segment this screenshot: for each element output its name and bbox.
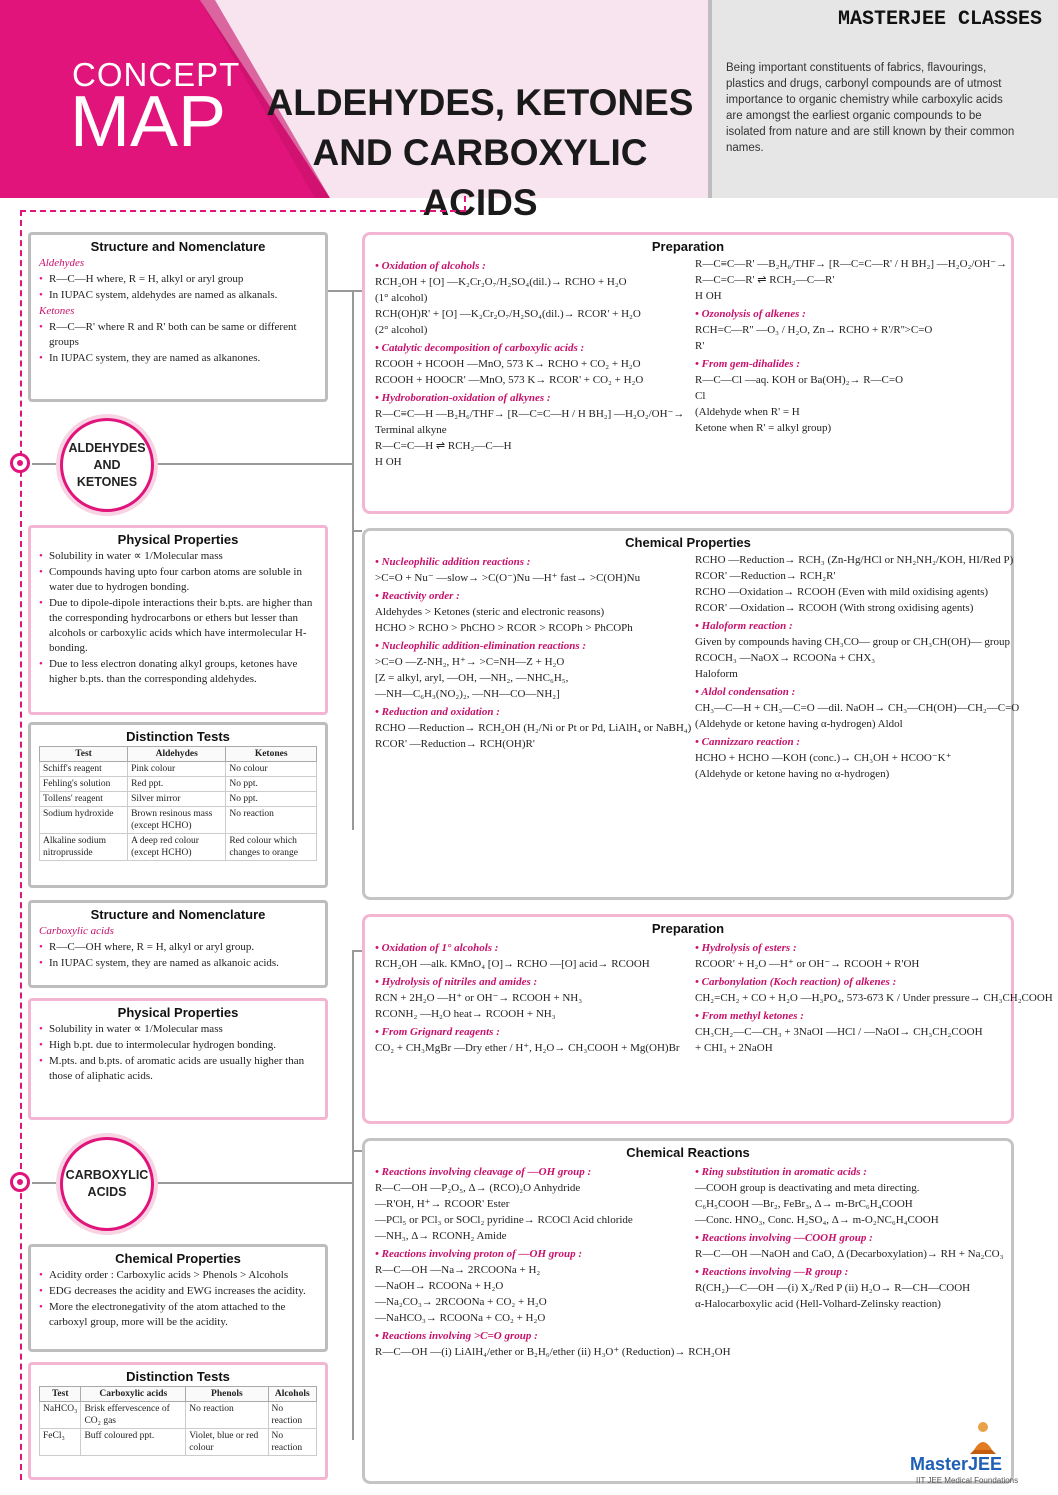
reaction-line: RCH₂OH + [O] —K₂Cr₂O₇/H₂SO₄(dil.)→ RCHO + H₂O — [375, 276, 627, 288]
reaction-line: (2° alcohol) — [375, 324, 428, 336]
reaction-line: RCHO —Reduction→ RCH₃ (Zn-Hg/HCl or NH₂NH₂/KOH, HI/Red P) — [695, 554, 1014, 566]
reaction-line: RCOOH + HCOOH —MnO, 573 K→ RCHO + CO₂ + H₂O — [375, 358, 641, 370]
ak-physical-item: • Compounds having upto four carbon atoms are soluble in water due to hydrogen bonding. — [39, 565, 317, 595]
table-cell: A deep red colour (except HCHO) — [128, 834, 226, 861]
reaction-heading: • Nucleophilic addition-elimination reactions : — [375, 639, 681, 654]
reaction-line: Given by compounds having CH₃CO— group or CH₃CH(OH)— group — [695, 636, 1011, 648]
page-title — [255, 78, 705, 228]
table-row — [40, 792, 317, 807]
ak-structure-title: Structure and Nomenclature — [90, 239, 266, 254]
reaction-line: —PCl₅ or PCl₃ or SOCl₂ pyridine→ RCOCl Acid chloride — [375, 1214, 633, 1226]
table-header: Alcohols — [268, 1387, 317, 1402]
table-row — [40, 1402, 317, 1429]
reaction-line: R(CH₂)—C—OH —(i) X₂/Red P (ii) H₂O→ R—CH—COOH — [695, 1282, 971, 1294]
reaction-line: C₆H₅COOH —Br₂, FeBr₃, Δ→ m-BrC₆H₄COOH — [695, 1198, 913, 1210]
table-header: Carboxylic acids — [81, 1387, 186, 1402]
reaction-line: —NaOH→ RCOONa + H₂O — [375, 1280, 504, 1292]
ald-branch-line — [352, 290, 354, 830]
reaction-line: RCOCH₃ —NaOX→ RCOONa + CHX₃ — [695, 652, 876, 664]
table-cell: Sodium hydroxide — [40, 807, 128, 834]
reaction-line: Haloform — [695, 668, 738, 680]
ket-iupac: • In IUPAC system, they are named as alkanones. — [39, 351, 317, 366]
logo-name: MasterJEE — [910, 1454, 1003, 1474]
reaction-heading: • Haloform reaction : — [695, 619, 1001, 634]
reaction-heading: • Nucleophilic addition reactions : — [375, 555, 681, 570]
table-cell: No reaction — [186, 1402, 268, 1429]
ak-preparation-title: Preparation — [651, 239, 725, 254]
table-row — [40, 777, 317, 792]
branch-h1 — [328, 290, 362, 292]
ca-distinction-title: Distinction Tests — [126, 1369, 230, 1384]
table-cell: No ppt. — [226, 777, 317, 792]
table-cell: Fehling's solution — [40, 777, 128, 792]
reaction-line: >C=O —Z-NH₂, H⁺→ >C=NH—Z + H₂O — [375, 656, 565, 668]
ak-preparation-panel — [362, 232, 1014, 514]
reaction-line: (Aldehyde or ketone having no α-hydrogen) — [695, 768, 890, 780]
carbox-node-dot — [10, 1172, 30, 1192]
reaction-heading: • Ring substitution in aromatic acids : — [695, 1165, 1001, 1180]
reaction-line: RCN + 2H₂O —H⁺ or OH⁻→ RCOOH + NH₃ — [375, 992, 583, 1004]
table-row — [40, 834, 317, 861]
reaction-line: + CHI₃ + 2NaOH — [695, 1042, 773, 1054]
ak-distinction-title: Distinction Tests — [126, 729, 230, 744]
aldehydes-subheading: Aldehydes — [39, 257, 85, 269]
reaction-heading: • Carbonylation (Koch reaction) of alkenes : — [695, 975, 1001, 990]
ak-chem-right — [695, 552, 1020, 783]
reaction-line: R—C≡C—H —B₂H₆/THF→ [R—C=C—H / H BH₂] —H₂O₂/OH⁻→ — [375, 408, 685, 420]
ca-preparation-panel — [362, 914, 1053, 1124]
reaction-heading: • Oxidation of 1° alcohols : — [375, 941, 681, 956]
reaction-line: α-Halocarboxylic acid (Hell-Volhard-Zelinsky reaction) — [695, 1298, 941, 1310]
reaction-line: —Conc. HNO₃, Conc. H₂SO₄, Δ→ m-O₂NC₆H₄COOH — [695, 1214, 939, 1226]
carboxylic-subheading: Carboxylic acids — [39, 925, 114, 937]
ca-physical-item: • M.pts. and b.pts. of aromatic acids are usually higher than those of aliphatic acids. — [39, 1054, 317, 1084]
ca-chemical-item: • Acidity order : Carboxylic acids > Phenols > Alcohols — [39, 1268, 317, 1283]
masterjee-logo — [910, 1420, 1050, 1490]
reaction-line: R—C—OH —(i) LiAlH₄/ether or B₂H₆/ether (ii) H₃O⁺ (Reduction)→ RCH₂OH — [375, 1346, 731, 1358]
reaction-heading: • Catalytic decomposition of carboxylic acids : — [375, 341, 681, 356]
table-cell: FeCl₃ — [40, 1429, 81, 1456]
reaction-line: (Aldehyde when R' = H — [695, 406, 800, 418]
reaction-line: (1° alcohol) — [375, 292, 428, 304]
reaction-line: [Z = alkyl, aryl, —OH, —NH₂, —NHC₆H₅, — [375, 672, 569, 684]
ca-physical-item: • Solubility in water ∝ 1/Molecular mass — [39, 1022, 317, 1037]
table-row — [40, 1429, 317, 1456]
ald-formula: • R—C—H where, R = H, alkyl or aryl group — [39, 272, 317, 287]
reaction-line: RCHO —Reduction→ RCH₂OH (H₂/Ni or Pt or Pd, LiAlH₄ or NaBH₄) — [375, 722, 692, 734]
table-cell: No reaction — [268, 1402, 317, 1429]
reaction-heading: • Cannizzaro reaction : — [695, 735, 1001, 750]
table-row — [40, 762, 317, 777]
ca-chemical-item: • EDG decreases the acidity and EWG increases the acidity. — [39, 1284, 317, 1299]
reaction-heading: • Reduction and oxidation : — [375, 705, 681, 720]
concept-label: CONCEPT — [72, 56, 241, 93]
ak-chemical-panel — [362, 528, 1020, 900]
reaction-heading: • Hydrolysis of nitriles and amides : — [375, 975, 681, 990]
carbox-branch-line — [352, 950, 354, 1440]
title-line-1: ALDEHYDES, KETONES — [266, 82, 694, 123]
reaction-line: Aldehydes > Ketones (steric and electronic reasons) — [375, 606, 605, 618]
reaction-line: CH₂=CH₂ + CO + H₂O —H₃PO₄, 573-673 K / Under pressure→ CH₃CH₂COOH — [695, 992, 1053, 1004]
ak-structure-box — [28, 232, 328, 402]
reaction-heading: • Reactions involving cleavage of —OH group : — [375, 1165, 681, 1180]
reaction-heading: • Reactions involving —COOH group : — [695, 1231, 1001, 1246]
reaction-line: Cl — [695, 390, 706, 402]
table-header: Aldehydes — [128, 747, 226, 762]
ak-physical-item: • Due to less electron donating alkyl groups, ketones have higher b.pts. than the corresponding aldehydes. — [39, 657, 317, 687]
ca-structure-title: Structure and Nomenclature — [90, 907, 266, 922]
ak-distinction-table — [39, 746, 317, 861]
table-cell: Silver mirror — [128, 792, 226, 807]
table-cell: Brown resinous mass (except HCHO) — [128, 807, 226, 834]
reaction-line: >C=O + Nu⁻ —slow→ >C(O⁻)Nu —H⁺ fast→ >C(OH)Nu — [375, 572, 641, 584]
map-label: MAP — [70, 82, 227, 162]
reaction-heading: • Reactions involving —R group : — [695, 1265, 1001, 1280]
table-cell: Brisk effervescence of CO₂ gas — [81, 1402, 186, 1429]
reaction-heading: • From Grignard reagents : — [375, 1025, 681, 1040]
ca-distinction-box — [28, 1362, 328, 1480]
reaction-line: —Na₂CO₃→ 2RCOONa + CO₂ + H₂O — [375, 1296, 547, 1308]
reaction-line: RCOR' —Reduction→ RCH₂R' — [695, 570, 836, 582]
brand-name: MASTERJEE CLASSES — [837, 8, 1042, 31]
table-cell: No reaction — [268, 1429, 317, 1456]
table-cell: Red colour which changes to orange — [226, 834, 317, 861]
table-cell: Alkaline sodium nitroprusside — [40, 834, 128, 861]
ak-physical-item: • Solubility in water ∝ 1/Molecular mass — [39, 549, 317, 564]
reaction-heading: • Aldol condensation : — [695, 685, 1001, 700]
dashed-connector-top — [20, 210, 466, 212]
ca-react-right — [695, 1162, 1004, 1361]
ca-chemical-title: Chemical Properties — [115, 1251, 241, 1266]
dashed-connector-tick — [464, 196, 466, 212]
ca-physical-box — [28, 998, 328, 1120]
reaction-line: Terminal alkyne — [375, 424, 447, 436]
branch-h3 — [352, 950, 362, 952]
intro-text: Being important constituents of fabrics, flavourings, plastics and drugs, carbonyl compounds are of utmost importance to organic chemistry while carboxylic acids are amongst the earliest organic compounds to be isolated from nature and are still known by their common names. — [726, 62, 1015, 154]
ald-iupac: • In IUPAC system, aldehydes are named as alkanals. — [39, 288, 317, 303]
ca-physical-item: • High b.pt. due to intermolecular hydrogen bonding. — [39, 1038, 317, 1053]
table-cell: No colour — [226, 762, 317, 777]
table-cell: Tollens' reagent — [40, 792, 128, 807]
reaction-heading: • Hydroboration-oxidation of alkynes : — [375, 391, 681, 406]
table-row — [40, 807, 317, 834]
branch-h2 — [352, 530, 362, 532]
reaction-line: R—C—OH —Na→ 2RCOONa + H₂ — [375, 1264, 541, 1276]
reaction-line: RCOR' —Oxidation→ RCOOH (With strong oxidising agents) — [695, 602, 974, 614]
ak-chem-left — [375, 552, 692, 783]
ca-physical-title: Physical Properties — [117, 1005, 239, 1020]
reaction-line: CH₃—C—H + CH₃—C=O —dil. NaOH→ CH₃—CH(OH)—CH₂—C=O — [695, 702, 1020, 714]
reaction-line: RCONH₂ —H₂O heat→ RCOOH + NH₃ — [375, 1008, 556, 1020]
ca-structure-item: • In IUPAC system, they are named as alkanoic acids. — [39, 956, 317, 971]
reaction-line: RCHO —Oxidation→ RCOOH (Even with mild oxidising agents) — [695, 586, 989, 598]
table-header: Ketones — [226, 747, 317, 762]
table-cell: Violet, blue or red colour — [186, 1429, 268, 1456]
reaction-line: CO₂ + CH₃MgBr —Dry ether / H⁺, H₂O→ CH₃COOH + Mg(OH)Br — [375, 1042, 680, 1054]
table-cell: Schiff's reagent — [40, 762, 128, 777]
reaction-heading: • Reactions involving proton of —OH group : — [375, 1247, 681, 1262]
ak-distinction-box — [28, 722, 328, 888]
node-carboxylic-acids: CARBOXYLIC ACIDS — [60, 1137, 154, 1231]
ca-structure-box — [28, 900, 328, 988]
table-header: Phenols — [186, 1387, 268, 1402]
node-aldehydes-ketones: ALDEHYDES AND KETONES — [60, 418, 154, 512]
reaction-heading: • Oxidation of alcohols : — [375, 259, 681, 274]
reaction-line: R—C=C—H ⇌ RCH₂—C—H — [375, 440, 512, 452]
reaction-line: (Aldehyde or ketone having α-hydrogen) Aldol — [695, 718, 903, 730]
ca-chemical-item: • More the electronegativity of the atom attached to the carboxyl group, more will be the acidity. — [39, 1300, 317, 1330]
table-cell: Red ppt. — [128, 777, 226, 792]
reaction-line: RCOOR' + H₂O —H⁺ or OH⁻→ RCOOH + R'OH — [695, 958, 920, 970]
reaction-heading: • Hydrolysis of esters : — [695, 941, 1001, 956]
ketones-subheading: Ketones — [39, 305, 75, 317]
reaction-line: RCH₂OH —alk. KMnO₄ [O]→ RCHO —[O] acid→ RCOOH — [375, 958, 650, 970]
reaction-line: R—C≡C—R' —B₂H₆/THF→ [R—C=C—R' / H BH₂] —H₂O₂/OH⁻→ — [695, 258, 1008, 270]
reaction-line: R' — [695, 340, 705, 352]
reaction-line: RCH(OH)R' + [O] —K₂Cr₂O₇/H₂SO₄(dil.)→ RCOR' + H₂O — [375, 308, 641, 320]
reaction-line: —NH—C₆H₃(NO₂)₂, —NH—CO—NH₂] — [375, 688, 560, 700]
ald-node-dot — [10, 453, 30, 473]
table-cell: No ppt. — [226, 792, 317, 807]
reaction-heading: • Reactivity order : — [375, 589, 681, 604]
reaction-line: —COOH group is deactivating and meta directing. — [695, 1182, 920, 1194]
table-cell: Pink colour — [128, 762, 226, 777]
reaction-line: RCOR' —Reduction→ RCH(OH)R' — [375, 738, 535, 750]
ca-prep-left — [375, 938, 681, 1057]
reaction-line: CH₃CH₂—C—CH₃ + 3NaOI —HCl / —NaOI→ CH₃CH₂COOH — [695, 1026, 983, 1038]
brand-panel — [708, 0, 1058, 198]
reaction-line: Ketone when R' = alkyl group) — [695, 422, 832, 434]
reaction-line: R—C—OH —P₂O₅, Δ→ (RCO)₂O Anhydride — [375, 1182, 581, 1194]
ak-physical-box — [28, 525, 328, 715]
reaction-line: —NaHCO₃→ RCOONa + CO₂ + H₂O — [375, 1312, 546, 1324]
reaction-line: RCH=C—R'' —O₃ / H₂O, Zn→ RCHO + R'/R''>C=O — [695, 324, 933, 336]
table-cell: Buff coloured ppt. — [81, 1429, 186, 1456]
reaction-line: RCOOH + HOOCR' —MnO, 573 K→ RCOR' + CO₂ + H₂O — [375, 374, 644, 386]
reaction-line: H OH — [695, 290, 722, 302]
reaction-heading: • From methyl ketones : — [695, 1009, 1001, 1024]
reaction-heading: • Ozonolysis of alkenes : — [695, 307, 1001, 322]
table-header: Test — [40, 747, 128, 762]
reaction-line: —R'OH, H⁺→ RCOOR' Ester — [375, 1198, 510, 1210]
branch-h4 — [352, 1150, 362, 1152]
ca-prep-right — [695, 938, 1053, 1057]
table-cell: No reaction — [226, 807, 317, 834]
ca-react-left — [375, 1162, 731, 1361]
ak-physical-title: Physical Properties — [117, 532, 239, 547]
reaction-line: R—C—Cl —aq. KOH or Ba(OH)₂→ R—C=O — [695, 374, 904, 386]
reaction-line: R—C=C—R' ⇌ RCH₂—C—R' — [695, 274, 835, 286]
ca-structure-item: • R—C—OH where, R = H, alkyl or aryl group. — [39, 940, 317, 955]
dashed-connector-left — [20, 210, 22, 1480]
ca-chemical-box — [28, 1244, 328, 1352]
reaction-line: R—C—OH —NaOH and CaO, Δ (Decarboxylation)→ RH + Na₂CO₃ — [695, 1248, 1004, 1260]
reaction-line: HCHO + HCHO —KOH (conc.)→ CH₃OH + HCOO⁻K⁺ — [695, 752, 952, 764]
reaction-line: —NH₃, Δ→ RCONH₂ Amide — [375, 1230, 507, 1242]
reaction-line: HCHO > RCHO > PhCHO > RCOR > RCOPh > PhCOPh — [375, 622, 633, 634]
ak-chemical-title: Chemical Properties — [625, 535, 751, 550]
ket-formula: • R—C—R' where R and R' both can be same or different groups — [39, 320, 317, 350]
table-cell: NaHCO₃ — [40, 1402, 81, 1429]
table-header: Test — [40, 1387, 81, 1402]
ca-distinction-table — [39, 1386, 317, 1456]
reaction-line: H OH — [375, 456, 402, 468]
ca-preparation-title: Preparation — [651, 921, 725, 936]
reaction-heading: • Reactions involving >C=O group : — [375, 1329, 681, 1344]
reaction-heading: • From gem-dihalides : — [695, 357, 1001, 372]
meditating-figure-icon — [968, 1420, 998, 1456]
ca-reactions-title: Chemical Reactions — [626, 1145, 750, 1160]
ak-physical-item: • Due to dipole-dipole interactions their b.pts. are higher than the corresponding hydrocarbons or ethers but lesser than alcohols or carboxylic acids which have intermolecular H-bonding. — [39, 596, 317, 656]
logo-tagline: IIT JEE Medical Foundations — [916, 1476, 1019, 1485]
ak-prep-left — [375, 256, 685, 471]
ak-prep-right — [695, 256, 1008, 471]
title-line-2: AND CARBOXYLIC ACIDS — [312, 132, 648, 223]
